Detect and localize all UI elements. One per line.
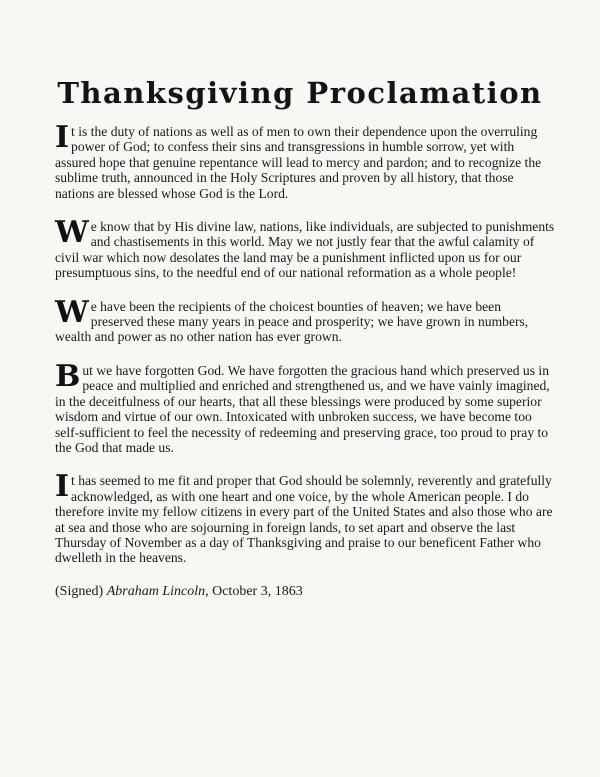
paragraph-text: e have been the recipients of the choicest bounties of heaven; we have been preserved these many years in peace and prosperity; we have grown in numbers, wealth and power as no other nation has ever grown. bbox=[55, 298, 529, 345]
paragraph-1 bbox=[55, 120, 555, 201]
paragraph-text: t has seemed to me fit and proper that God should be solemnly, reverently and gratefully acknowledged, as with one heart and one voice, by the whole American people. I do therefore invite my fellow citizens in every part of the United States and also those who are at sea and those who are sojourning in foreign lands, to set apart and observe the last Thursday of November as a day of Thanksgiving and praise to our beneficent Father who dwelleth in the heavens. bbox=[55, 473, 553, 566]
paragraph-text: t is the duty of nations as well as of men to own their dependence upon the overruling power of God; to confess their sins and transgressions in humble sorrow, yet with assured hope that genuine repentance will lead to mercy and pardon; and to recognize the sublime truth, announced in the Holy Scriptures and proven by all history, that those nations are blessed whose God is the Lord. bbox=[55, 124, 542, 201]
dropcap: W bbox=[55, 215, 89, 251]
paragraph-4 bbox=[55, 358, 555, 455]
paragraph-text: e know that by His divine law, nations, like individuals, are subjected to punishments and chastisements in this world. May we not justly fear that the awful calamity of civil war which now desolates the land may be a punishment inflicted upon us for our presumptuous sins, to the needful end of our national reformation as a whole people! bbox=[55, 219, 555, 281]
signature-line bbox=[55, 584, 555, 600]
paragraph-2 bbox=[55, 215, 555, 281]
page-title: Thanksgiving Proclamation bbox=[57, 76, 543, 110]
paragraph-5 bbox=[55, 469, 555, 566]
dropcap: I bbox=[55, 469, 70, 505]
paragraph-text: ut we have forgotten God. We have forgotten the gracious hand which preserved us in peace and multiplied and enriched and strengthened us, and we have vainly imagined, in the deceitfulness of our hearts, that all these blessings were produced by some superior wisdom and virtue of our own. Intoxicated with unbroken success, we have become too self-sufficient to feel the necessity of redeeming and preserving grace, too proud to pray to the God that made us. bbox=[55, 362, 550, 455]
dropcap: B bbox=[55, 358, 81, 394]
signature-name: Abraham Lincoln bbox=[106, 583, 206, 599]
dropcap: W bbox=[55, 294, 89, 330]
dropcap: I bbox=[55, 120, 70, 155]
signature-date: , October 3, 1863 bbox=[205, 583, 303, 599]
signature-prefix: (Signed) bbox=[55, 583, 104, 599]
paragraph-3 bbox=[55, 294, 555, 345]
proclamation-body bbox=[55, 120, 555, 600]
